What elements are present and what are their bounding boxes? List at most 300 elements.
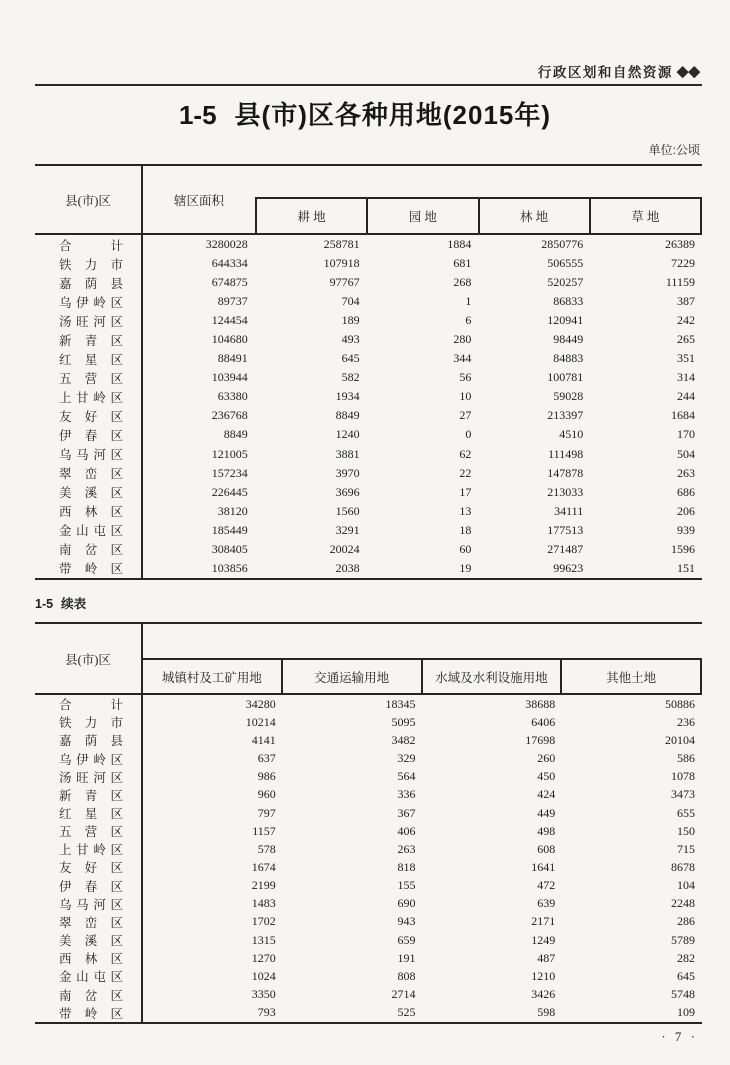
region-cell — [35, 913, 143, 931]
region-name: 翠峦区 — [59, 467, 123, 482]
table1-body — [35, 235, 702, 580]
region-cell — [35, 330, 143, 349]
region-cell — [35, 559, 143, 578]
value-cell: 280 — [453, 332, 472, 347]
value-cell: 690 — [397, 896, 416, 911]
table-row — [35, 731, 702, 749]
value-cell: 506555 — [547, 256, 584, 271]
page-number: · 7 · — [661, 1029, 698, 1044]
value-cell: 5789 — [671, 932, 695, 947]
table1-header — [35, 164, 702, 235]
value-cell: 351 — [676, 351, 695, 366]
value-cell: 493 — [341, 332, 360, 347]
table-row — [35, 483, 702, 502]
value-cell: 88491 — [217, 351, 248, 366]
region-name: 铁力市 — [59, 716, 123, 731]
value-cell: 1702 — [251, 914, 276, 929]
table-row — [35, 292, 702, 311]
value-cell: 1483 — [251, 896, 276, 911]
value-cell: 637 — [257, 751, 276, 766]
value-cell: 244 — [676, 389, 695, 404]
region-cell — [35, 540, 143, 559]
table1-subheader-box — [255, 197, 702, 233]
table2-subheader-urban: 城镇村及工矿用地 — [161, 670, 262, 685]
value-cell: 109 — [677, 1005, 695, 1020]
value-cell: 1674 — [251, 859, 276, 874]
value-cell: 1596 — [670, 541, 695, 556]
value-cell: 329 — [397, 751, 416, 766]
value-cell: 62 — [459, 446, 472, 461]
table2-subheader-box — [143, 658, 702, 693]
region-cell — [35, 368, 143, 387]
value-cell: 0 — [465, 427, 472, 442]
value-cell: 286 — [677, 914, 695, 929]
value-cell: 3696 — [335, 484, 360, 499]
value-cell: 59028 — [553, 389, 584, 404]
value-cell: 104 — [677, 878, 695, 893]
value-cell: 98449 — [553, 332, 584, 347]
value-cell: 578 — [257, 841, 276, 856]
value-cell: 263 — [397, 841, 416, 856]
region-cell — [35, 483, 143, 502]
value-cell: 1024 — [251, 968, 276, 983]
value-cell: 986 — [257, 769, 276, 784]
value-cell: 56 — [459, 370, 472, 385]
region-cell — [35, 840, 143, 858]
running-header-text: 行政区划和自然资源 — [537, 65, 673, 80]
region-name: 五营区 — [59, 825, 123, 840]
value-cell: 424 — [537, 787, 556, 802]
table1-subheader-garden: 园 地 — [366, 199, 477, 233]
region-name: 伊春区 — [59, 879, 123, 894]
region-cell — [35, 713, 143, 731]
value-cell: 797 — [257, 805, 276, 820]
value-cell: 674875 — [211, 275, 248, 290]
region-name: 新青区 — [59, 333, 123, 348]
value-cell: 147878 — [547, 465, 584, 480]
region-name: 铁力市 — [59, 257, 123, 272]
value-cell: 242 — [676, 313, 695, 328]
value-cell: 3350 — [251, 987, 276, 1002]
value-cell: 498 — [537, 823, 556, 838]
table-title-text: 县(市)区各种用地(2015年) — [234, 100, 552, 130]
land-use-table-2 — [35, 622, 702, 1024]
region-cell — [35, 1004, 143, 1022]
value-cell: 18345 — [385, 696, 416, 711]
value-cell: 60 — [459, 541, 472, 556]
value-cell: 6406 — [531, 714, 556, 729]
region-name: 嘉荫县 — [59, 734, 123, 749]
value-cell: 2248 — [671, 896, 695, 911]
value-cell: 598 — [537, 1005, 556, 1020]
value-cell: 1240 — [335, 427, 360, 442]
region-name: 汤旺河区 — [59, 770, 123, 785]
value-cell: 449 — [537, 805, 556, 820]
value-cell: 582 — [341, 370, 360, 385]
value-cell: 99623 — [553, 560, 584, 575]
region-name: 南岔区 — [59, 988, 123, 1003]
region-name: 红星区 — [59, 352, 123, 367]
table2-subheader-other: 其他土地 — [560, 660, 702, 693]
region-cell — [35, 949, 143, 967]
table1-area-header: 辖区面积 — [173, 193, 224, 208]
region-name: 西林区 — [59, 505, 123, 520]
region-cell — [35, 877, 143, 895]
value-cell: 189 — [341, 313, 360, 328]
table-row — [35, 330, 702, 349]
value-cell: 3970 — [335, 465, 360, 480]
running-header — [538, 61, 700, 81]
value-cell: 520257 — [547, 275, 584, 290]
table-row — [35, 749, 702, 767]
region-cell — [35, 967, 143, 985]
value-cell: 645 — [677, 968, 695, 983]
continuation-text: 续表 — [61, 597, 87, 611]
value-cell: 103856 — [211, 560, 248, 575]
region-cell — [35, 895, 143, 913]
value-cell: 344 — [453, 351, 472, 366]
value-cell: 236768 — [211, 408, 248, 423]
value-cell: 1560 — [335, 503, 360, 518]
region-cell — [35, 464, 143, 483]
region-cell — [35, 502, 143, 521]
value-cell: 4510 — [559, 427, 584, 442]
value-cell: 608 — [537, 841, 556, 856]
table-row — [35, 713, 702, 731]
value-cell: 121005 — [211, 446, 248, 461]
value-cell: 8849 — [335, 408, 360, 423]
value-cell: 22 — [459, 465, 472, 480]
region-cell — [35, 425, 143, 444]
value-cell: 86833 — [553, 294, 584, 309]
region-name: 五营区 — [59, 371, 123, 386]
value-cell: 1210 — [531, 968, 556, 983]
value-cell: 103944 — [211, 370, 248, 385]
region-cell — [35, 695, 143, 713]
value-cell: 271487 — [547, 541, 584, 556]
value-cell: 3291 — [335, 522, 360, 537]
table-row — [35, 235, 702, 254]
region-cell — [35, 858, 143, 876]
value-cell: 34280 — [245, 696, 276, 711]
value-cell: 111498 — [548, 446, 584, 461]
table-row — [35, 254, 702, 273]
value-cell: 213397 — [547, 408, 584, 423]
value-cell: 17 — [459, 484, 472, 499]
value-cell: 34111 — [554, 503, 584, 518]
value-cell: 170 — [676, 427, 695, 442]
table-row — [35, 895, 702, 913]
value-cell: 2850776 — [541, 237, 584, 252]
table-row — [35, 425, 702, 444]
table-row — [35, 840, 702, 858]
region-name: 友好区 — [59, 409, 123, 424]
region-cell — [35, 445, 143, 464]
value-cell: 89737 — [217, 294, 248, 309]
table-row — [35, 967, 702, 985]
table2-body — [35, 695, 702, 1024]
region-name: 西林区 — [59, 952, 123, 967]
value-cell: 20024 — [329, 541, 360, 556]
region-cell — [35, 311, 143, 330]
region-name: 金山屯区 — [59, 970, 123, 985]
region-cell — [35, 786, 143, 804]
value-cell: 939 — [676, 522, 695, 537]
table-row — [35, 913, 702, 931]
value-cell: 10 — [459, 389, 472, 404]
value-cell: 715 — [677, 841, 695, 856]
region-cell — [35, 822, 143, 840]
value-cell: 704 — [341, 294, 360, 309]
value-cell: 2171 — [531, 914, 556, 929]
table-row — [35, 540, 702, 559]
value-cell: 1157 — [252, 823, 276, 838]
region-cell — [35, 749, 143, 767]
value-cell: 260 — [537, 751, 556, 766]
table-row — [35, 949, 702, 967]
value-cell: 11159 — [665, 275, 695, 290]
region-cell — [35, 349, 143, 368]
value-cell: 17698 — [525, 732, 556, 747]
value-cell: 258781 — [323, 237, 360, 252]
region-name: 美溪区 — [59, 934, 123, 949]
region-name: 乌伊岭区 — [59, 295, 123, 310]
table-row — [35, 858, 702, 876]
value-cell: 1641 — [531, 859, 556, 874]
value-cell: 655 — [677, 805, 695, 820]
value-cell: 7229 — [670, 256, 695, 271]
value-cell: 808 — [397, 968, 416, 983]
region-name: 友好区 — [59, 861, 123, 876]
value-cell: 308405 — [211, 541, 248, 556]
region-name: 南岔区 — [59, 543, 123, 558]
value-cell: 686 — [676, 484, 695, 499]
region-name: 上甘岭区 — [59, 390, 123, 405]
value-cell: 525 — [397, 1005, 416, 1020]
value-cell: 1 — [465, 294, 472, 309]
page-title — [0, 95, 730, 132]
region-name: 上甘岭区 — [59, 843, 123, 858]
value-cell: 1270 — [251, 950, 276, 965]
table2-subheader-transport: 交通运输用地 — [281, 660, 421, 693]
region-cell — [35, 235, 143, 254]
value-cell: 226445 — [211, 484, 248, 499]
region-name: 合计 — [59, 698, 123, 713]
value-cell: 1884 — [447, 237, 472, 252]
region-name: 合计 — [59, 238, 123, 253]
value-cell: 6 — [465, 313, 472, 328]
value-cell: 26389 — [664, 237, 695, 252]
value-cell: 107918 — [323, 256, 360, 271]
value-cell: 1684 — [670, 408, 695, 423]
table-row — [35, 822, 702, 840]
value-cell: 150 — [677, 823, 695, 838]
table2-header — [35, 622, 702, 695]
value-cell: 19 — [459, 560, 472, 575]
table1-subheader-forest: 林 地 — [478, 199, 589, 233]
value-cell: 84883 — [553, 351, 584, 366]
value-cell: 124454 — [211, 313, 248, 328]
value-cell: 336 — [397, 787, 416, 802]
region-name: 红星区 — [59, 807, 123, 822]
region-cell — [35, 804, 143, 822]
region-name: 汤旺河区 — [59, 314, 123, 329]
table-row — [35, 349, 702, 368]
region-name: 带岭区 — [59, 562, 123, 577]
value-cell: 3426 — [531, 987, 556, 1002]
value-cell: 20104 — [665, 732, 695, 747]
table-row — [35, 786, 702, 804]
value-cell: 659 — [397, 932, 416, 947]
value-cell: 63380 — [217, 389, 248, 404]
region-name: 嘉荫县 — [59, 276, 123, 291]
value-cell: 1249 — [531, 932, 556, 947]
value-cell: 177513 — [547, 522, 584, 537]
value-cell: 645 — [341, 351, 360, 366]
value-cell: 157234 — [211, 465, 248, 480]
value-cell: 487 — [537, 950, 556, 965]
region-cell — [35, 254, 143, 273]
region-cell — [35, 768, 143, 786]
region-name: 乌伊岭区 — [59, 752, 123, 767]
value-cell: 50886 — [665, 696, 695, 711]
value-cell: 644334 — [211, 256, 248, 271]
table-row — [35, 986, 702, 1004]
table2-region-header: 县(市)区 — [35, 624, 143, 693]
value-cell: 265 — [676, 332, 695, 347]
value-cell: 2199 — [251, 878, 276, 893]
region-name: 带岭区 — [59, 1006, 123, 1021]
table-row — [35, 464, 702, 483]
value-cell: 681 — [453, 256, 472, 271]
table1-subheader-cultivated: 耕 地 — [255, 199, 366, 233]
value-cell: 3473 — [671, 787, 695, 802]
continuation-number: 1-5 — [35, 597, 54, 611]
table-row — [35, 695, 702, 713]
table2-subheader-water: 水域及水利设施用地 — [421, 660, 561, 693]
value-cell: 639 — [537, 896, 556, 911]
table-number: 1-5 — [178, 100, 217, 130]
value-cell: 1934 — [335, 389, 360, 404]
value-cell: 1078 — [671, 769, 695, 784]
value-cell: 191 — [397, 950, 416, 965]
diamond-icon: ◆◆ — [676, 63, 700, 80]
region-cell — [35, 406, 143, 425]
value-cell: 268 — [453, 275, 472, 290]
value-cell: 2038 — [335, 560, 360, 575]
value-cell: 450 — [537, 769, 556, 784]
unit-label: 单位:公顷 — [648, 143, 700, 157]
value-cell: 97767 — [329, 275, 360, 290]
value-cell: 5748 — [671, 987, 695, 1002]
value-cell: 263 — [676, 465, 695, 480]
continuation-label — [35, 594, 86, 612]
table-row — [35, 804, 702, 822]
value-cell: 586 — [677, 751, 695, 766]
value-cell: 206 — [676, 503, 695, 518]
value-cell: 120941 — [547, 313, 584, 328]
value-cell: 504 — [676, 446, 695, 461]
value-cell: 564 — [397, 769, 416, 784]
region-name: 伊春区 — [59, 428, 123, 443]
region-name: 金山屯区 — [59, 524, 123, 539]
value-cell: 38120 — [217, 503, 248, 518]
value-cell: 10214 — [245, 714, 276, 729]
value-cell: 185449 — [211, 522, 248, 537]
value-cell: 314 — [676, 370, 695, 385]
value-cell: 100781 — [547, 370, 584, 385]
value-cell: 2714 — [391, 987, 416, 1002]
table1-subheader-grass: 草 地 — [589, 199, 702, 233]
value-cell: 8678 — [671, 859, 695, 874]
value-cell: 387 — [676, 294, 695, 309]
region-name: 乌马河区 — [59, 897, 123, 912]
value-cell: 236 — [677, 714, 695, 729]
header-rule — [35, 84, 702, 86]
table-row — [35, 559, 702, 578]
region-cell — [35, 273, 143, 292]
table-row — [35, 273, 702, 292]
value-cell: 27 — [459, 408, 472, 423]
value-cell: 960 — [257, 787, 276, 802]
table-row — [35, 521, 702, 540]
value-cell: 38688 — [525, 696, 556, 711]
value-cell: 1315 — [251, 932, 276, 947]
value-cell: 18 — [459, 522, 472, 537]
table-row — [35, 1004, 702, 1022]
table-row — [35, 502, 702, 521]
region-name: 翠峦区 — [59, 915, 123, 930]
value-cell: 793 — [257, 1005, 276, 1020]
value-cell: 151 — [676, 560, 695, 575]
value-cell: 213033 — [547, 484, 584, 499]
value-cell: 4141 — [251, 732, 276, 747]
region-name: 乌马河区 — [59, 448, 123, 463]
region-cell — [35, 387, 143, 406]
value-cell: 818 — [397, 859, 416, 874]
table-row — [35, 445, 702, 464]
value-cell: 104680 — [211, 332, 248, 347]
table-row — [35, 931, 702, 949]
region-cell — [35, 986, 143, 1004]
value-cell: 8849 — [223, 427, 248, 442]
table-row — [35, 768, 702, 786]
value-cell: 5095 — [391, 714, 416, 729]
region-cell — [35, 731, 143, 749]
table-row — [35, 406, 702, 425]
value-cell: 367 — [397, 805, 416, 820]
table-row — [35, 387, 702, 406]
table-row — [35, 368, 702, 387]
value-cell: 943 — [397, 914, 416, 929]
table-row — [35, 311, 702, 330]
region-cell — [35, 931, 143, 949]
value-cell: 3881 — [335, 446, 360, 461]
value-cell: 3482 — [391, 732, 416, 747]
value-cell: 155 — [397, 878, 416, 893]
table-row — [35, 877, 702, 895]
region-cell — [35, 292, 143, 311]
table1-region-header: 县(市)区 — [35, 166, 143, 233]
value-cell: 13 — [459, 503, 472, 518]
region-name: 美溪区 — [59, 486, 123, 501]
region-name: 新青区 — [59, 788, 123, 803]
value-cell: 3280028 — [205, 237, 248, 252]
land-use-table-1 — [35, 164, 702, 580]
value-cell: 472 — [537, 878, 556, 893]
region-cell — [35, 521, 143, 540]
value-cell: 406 — [397, 823, 416, 838]
